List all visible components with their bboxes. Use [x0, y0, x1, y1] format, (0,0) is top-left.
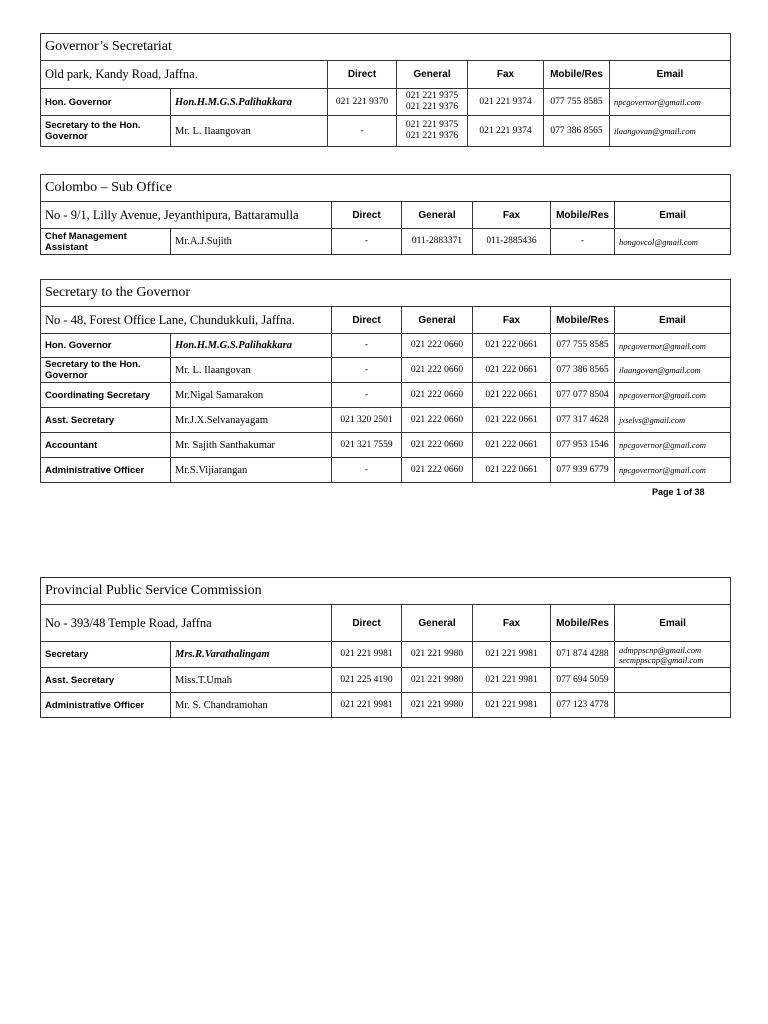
role-cell: Secretary to the Hon. Governor	[41, 116, 171, 147]
direct-cell: 021 221 9370	[328, 89, 397, 116]
name-cell: Mrs.R.Varathalingam	[171, 642, 332, 668]
name-cell: Mr. L. Ilaangovan	[171, 358, 332, 383]
name-cell: Mr.A.J.Sujith	[171, 229, 332, 255]
general-cell: 021 221 9375 021 221 9376	[397, 116, 468, 147]
contact-row	[41, 89, 731, 116]
general-cell: 021 221 9375 021 221 9376	[397, 89, 468, 116]
fax-cell: 021 222 0661	[473, 408, 551, 433]
column-header-fax: Fax	[468, 61, 544, 89]
section-title: Provincial Public Service Commission	[41, 578, 731, 605]
mobile-cell: 077 386 8565	[544, 116, 610, 147]
section-address: No - 9/1, Lilly Avenue, Jeyanthipura, Battaramulla	[41, 202, 332, 229]
column-header-general: General	[397, 61, 468, 89]
name-cell: Mr. Sajith Santhakumar	[171, 433, 332, 458]
name-cell: Miss.T.Umah	[171, 668, 332, 693]
name-cell: Mr. L. Ilaangovan	[171, 116, 328, 147]
role-cell: Asst. Secretary	[41, 668, 171, 693]
fax-cell: 021 222 0661	[473, 383, 551, 408]
fax-cell: 021 221 9374	[468, 116, 544, 147]
column-header-mobile: Mobile/Res	[551, 202, 615, 229]
role-cell: Administrative Officer	[41, 458, 171, 483]
email-cell[interactable]: admppscnp@gmail.com secmppscnp@gmail.com	[615, 642, 731, 668]
mobile-cell: 077 755 8585	[544, 89, 610, 116]
role-cell: Chef Management Assistant	[41, 229, 171, 255]
column-header-mobile: Mobile/Res	[544, 61, 610, 89]
column-header-mobile: Mobile/Res	[551, 307, 615, 334]
direct-cell: 021 320 2501	[332, 408, 402, 433]
email-cell[interactable]: ilaangovan@gmail.com	[610, 116, 731, 147]
email-cell	[615, 668, 731, 693]
direct-cell: -	[332, 229, 402, 255]
email-cell[interactable]: npcgovernor@gmail.com	[615, 433, 731, 458]
fax-cell: 021 222 0661	[473, 433, 551, 458]
email-cell[interactable]: npcgovernor@gmail.com	[615, 334, 731, 358]
general-cell: 011-2883371	[402, 229, 473, 255]
fax-cell: 021 222 0661	[473, 358, 551, 383]
mobile-cell: 077 123 4778	[551, 693, 615, 718]
email-cell	[615, 693, 731, 718]
name-cell: Mr.Nigal Samarakon	[171, 383, 332, 408]
direct-cell: 021 225 4190	[332, 668, 402, 693]
mobile-cell: 077 077 8504	[551, 383, 615, 408]
section-governors-secretariat	[40, 33, 731, 147]
name-cell: Hon.H.M.G.S.Palihakkara	[171, 334, 332, 358]
email-cell[interactable]: npcgovernor@gmail.com	[615, 458, 731, 483]
mobile-cell: 077 939 6779	[551, 458, 615, 483]
section-title: Colombo – Sub Office	[41, 175, 731, 202]
email-cell[interactable]: ilaangovan@gmail.com	[615, 358, 731, 383]
section-address: No - 48, Forest Office Lane, Chundukkuli, Jaffna.	[41, 307, 332, 334]
role-cell: Coordinating Secretary	[41, 383, 171, 408]
column-header-general: General	[402, 202, 473, 229]
contact-row	[41, 334, 731, 358]
role-cell: Secretary	[41, 642, 171, 668]
general-cell: 021 222 0660	[402, 433, 473, 458]
contact-row	[41, 408, 731, 433]
column-header-direct: Direct	[332, 605, 402, 642]
contact-row	[41, 642, 731, 668]
email-cell[interactable]: hongovcol@gmail.com	[615, 229, 731, 255]
fax-cell: 021 221 9981	[473, 668, 551, 693]
column-header-direct: Direct	[328, 61, 397, 89]
general-cell: 021 221 9980	[402, 642, 473, 668]
mobile-cell: 077 386 8565	[551, 358, 615, 383]
contact-row	[41, 458, 731, 483]
general-cell: 021 222 0660	[402, 383, 473, 408]
mobile-cell: 071 874 4288	[551, 642, 615, 668]
column-header-email: Email	[610, 61, 731, 89]
direct-cell: -	[332, 358, 402, 383]
column-header-fax: Fax	[473, 605, 551, 642]
column-header-direct: Direct	[332, 202, 402, 229]
mobile-cell: -	[551, 229, 615, 255]
fax-cell: 021 222 0661	[473, 458, 551, 483]
column-header-general: General	[402, 605, 473, 642]
fax-cell: 011-2885436	[473, 229, 551, 255]
general-cell: 021 221 9980	[402, 668, 473, 693]
contact-row	[41, 116, 731, 147]
email-cell[interactable]: npcgovernor@gmail.com	[610, 89, 731, 116]
general-cell: 021 222 0660	[402, 458, 473, 483]
section-public-service-commission	[40, 577, 731, 718]
direct-cell: -	[332, 383, 402, 408]
section-secretary-to-governor	[40, 279, 731, 483]
mobile-cell: 077 317 4628	[551, 408, 615, 433]
role-cell: Hon. Governor	[41, 89, 171, 116]
direct-cell: 021 221 9981	[332, 693, 402, 718]
column-header-email: Email	[615, 202, 731, 229]
mobile-cell: 077 694 5059	[551, 668, 615, 693]
name-cell: Mr.S.Vijiarangan	[171, 458, 332, 483]
name-cell: Hon.H.M.G.S.Palihakkara	[171, 89, 328, 116]
general-cell: 021 221 9980	[402, 693, 473, 718]
column-header-general: General	[402, 307, 473, 334]
role-cell: Administrative Officer	[41, 693, 171, 718]
contact-row	[41, 383, 731, 408]
fax-cell: 021 221 9981	[473, 642, 551, 668]
role-cell: Secretary to the Hon. Governor	[41, 358, 171, 383]
contact-row	[41, 358, 731, 383]
mobile-cell: 077 953 1546	[551, 433, 615, 458]
mobile-cell: 077 755 8585	[551, 334, 615, 358]
contact-row	[41, 229, 731, 255]
role-cell: Hon. Governor	[41, 334, 171, 358]
fax-cell: 021 221 9374	[468, 89, 544, 116]
name-cell: Mr.J.X.Selvanayagam	[171, 408, 332, 433]
section-address: No - 393/48 Temple Road, Jaffna	[41, 605, 332, 642]
column-header-email: Email	[615, 605, 731, 642]
contact-row	[41, 433, 731, 458]
section-title: Secretary to the Governor	[41, 280, 731, 307]
column-header-direct: Direct	[332, 307, 402, 334]
section-title: Governor’s Secretariat	[41, 34, 731, 61]
column-header-fax: Fax	[473, 202, 551, 229]
general-cell: 021 222 0660	[402, 358, 473, 383]
column-header-mobile: Mobile/Res	[551, 605, 615, 642]
direct-cell: -	[328, 116, 397, 147]
fax-cell: 021 222 0661	[473, 334, 551, 358]
contact-row	[41, 693, 731, 718]
general-cell: 021 222 0660	[402, 408, 473, 433]
direct-cell: -	[332, 458, 402, 483]
direct-cell: 021 221 9981	[332, 642, 402, 668]
page-number: Page 1 of 38	[652, 487, 705, 497]
direct-cell: -	[332, 334, 402, 358]
section-address: Old park, Kandy Road, Jaffna.	[41, 61, 328, 89]
email-cell[interactable]: jxselvs@gmail.com	[615, 408, 731, 433]
direct-cell: 021 321 7559	[332, 433, 402, 458]
general-cell: 021 222 0660	[402, 334, 473, 358]
role-cell: Accountant	[41, 433, 171, 458]
fax-cell: 021 221 9981	[473, 693, 551, 718]
email-cell[interactable]: npcgovernor@gmail.com	[615, 383, 731, 408]
name-cell: Mr. S. Chandramohan	[171, 693, 332, 718]
section-colombo-sub-office	[40, 174, 731, 255]
column-header-fax: Fax	[473, 307, 551, 334]
contact-row	[41, 668, 731, 693]
role-cell: Asst. Secretary	[41, 408, 171, 433]
column-header-email: Email	[615, 307, 731, 334]
